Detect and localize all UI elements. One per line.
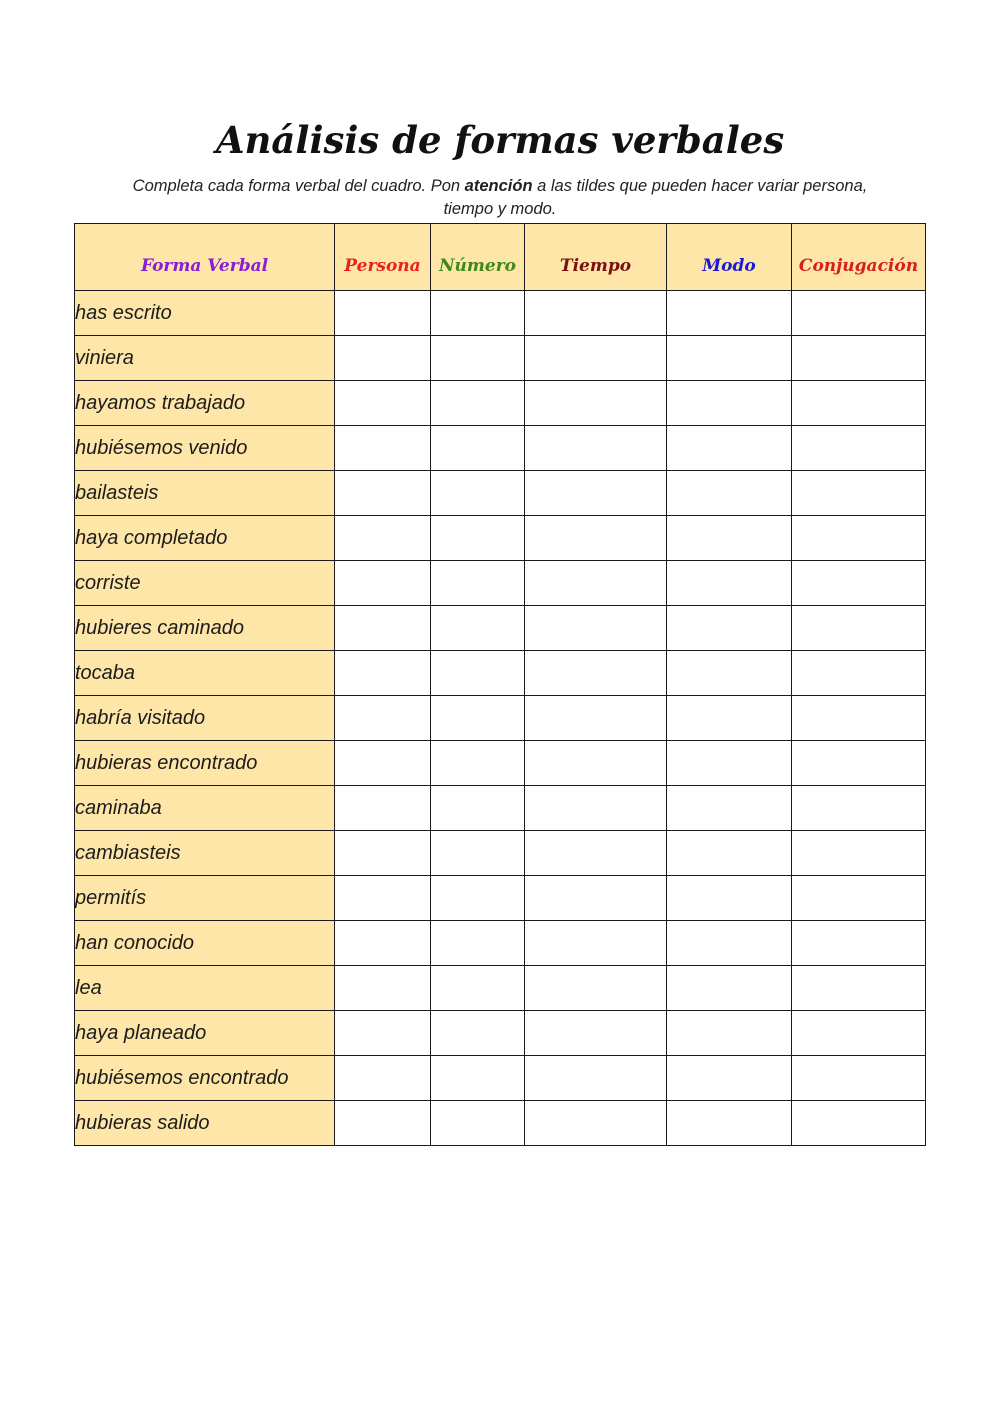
numero-answer-cell[interactable] <box>431 1101 525 1146</box>
conjugacion-answer-cell[interactable] <box>792 381 926 426</box>
persona-answer-cell[interactable] <box>335 561 431 606</box>
modo-answer-cell[interactable] <box>667 786 792 831</box>
conjugacion-answer-cell[interactable] <box>792 336 926 381</box>
header-row <box>75 224 926 291</box>
conjugacion-answer-cell[interactable] <box>792 651 926 696</box>
conjugacion-answer-cell[interactable] <box>792 876 926 921</box>
conjugacion-answer-cell[interactable] <box>792 921 926 966</box>
table-row <box>75 291 926 336</box>
verb-form-cell: haya planeado <box>75 1011 335 1056</box>
header-forma-verbal: Forma Verbal <box>75 224 335 291</box>
modo-answer-cell[interactable] <box>667 651 792 696</box>
conjugacion-answer-cell[interactable] <box>792 516 926 561</box>
numero-answer-cell[interactable] <box>431 966 525 1011</box>
modo-answer-cell[interactable] <box>667 336 792 381</box>
conjugacion-answer-cell[interactable] <box>792 786 926 831</box>
conjugacion-answer-cell[interactable] <box>792 696 926 741</box>
tiempo-answer-cell[interactable] <box>525 606 667 651</box>
table-row <box>75 336 926 381</box>
verb-form-cell: viniera <box>75 336 335 381</box>
modo-answer-cell[interactable] <box>667 1101 792 1146</box>
tiempo-answer-cell[interactable] <box>525 1011 667 1056</box>
numero-answer-cell[interactable] <box>431 876 525 921</box>
conjugacion-answer-cell[interactable] <box>792 1101 926 1146</box>
persona-answer-cell[interactable] <box>335 921 431 966</box>
numero-answer-cell[interactable] <box>431 606 525 651</box>
table-row <box>75 561 926 606</box>
instructions-text: Completa cada forma verbal del cuadro. Pon <box>132 177 465 195</box>
tiempo-answer-cell[interactable] <box>525 381 667 426</box>
table-row <box>75 831 926 876</box>
verb-form-cell: tocaba <box>75 651 335 696</box>
table-row <box>75 606 926 651</box>
verb-form-cell: cambiasteis <box>75 831 335 876</box>
header-tiempo: Tiempo <box>525 224 667 291</box>
verb-form-cell: corriste <box>75 561 335 606</box>
header-modo: Modo <box>667 224 792 291</box>
numero-answer-cell[interactable] <box>431 336 525 381</box>
verb-form-cell: hubiésemos encontrado <box>75 1056 335 1101</box>
table-row <box>75 966 926 1011</box>
modo-answer-cell[interactable] <box>667 696 792 741</box>
conjugacion-answer-cell[interactable] <box>792 1056 926 1101</box>
modo-answer-cell[interactable] <box>667 1011 792 1056</box>
verb-form-cell: hubieras salido <box>75 1101 335 1146</box>
conjugacion-answer-cell[interactable] <box>792 606 926 651</box>
table-row <box>75 696 926 741</box>
table-row <box>75 786 926 831</box>
persona-answer-cell[interactable] <box>335 471 431 516</box>
verb-form-cell: hubieras encontrado <box>75 741 335 786</box>
modo-answer-cell[interactable] <box>667 516 792 561</box>
tiempo-answer-cell[interactable] <box>525 966 667 1011</box>
persona-answer-cell[interactable] <box>335 516 431 561</box>
verb-form-cell: habría visitado <box>75 696 335 741</box>
tiempo-answer-cell[interactable] <box>525 831 667 876</box>
persona-answer-cell[interactable] <box>335 966 431 1011</box>
tiempo-answer-cell[interactable] <box>525 561 667 606</box>
modo-answer-cell[interactable] <box>667 966 792 1011</box>
conjugacion-answer-cell[interactable] <box>792 561 926 606</box>
verb-form-cell: caminaba <box>75 786 335 831</box>
table-row <box>75 381 926 426</box>
tiempo-answer-cell[interactable] <box>525 291 667 336</box>
tiempo-answer-cell[interactable] <box>525 1056 667 1101</box>
numero-answer-cell[interactable] <box>431 831 525 876</box>
verb-form-cell: hayamos trabajado <box>75 381 335 426</box>
persona-answer-cell[interactable] <box>335 381 431 426</box>
modo-answer-cell[interactable] <box>667 1056 792 1101</box>
tiempo-answer-cell[interactable] <box>525 651 667 696</box>
numero-answer-cell[interactable] <box>431 426 525 471</box>
numero-answer-cell[interactable] <box>431 696 525 741</box>
page-title: Análisis de formas verbales <box>215 118 785 162</box>
table-row <box>75 651 926 696</box>
verb-form-cell: haya completado <box>75 516 335 561</box>
header-conjugacion: Conjugación <box>792 224 926 291</box>
instructions <box>110 175 890 221</box>
modo-answer-cell[interactable] <box>667 606 792 651</box>
table-row <box>75 1056 926 1101</box>
conjugacion-answer-cell[interactable] <box>792 471 926 516</box>
conjugacion-answer-cell[interactable] <box>792 426 926 471</box>
modo-answer-cell[interactable] <box>667 741 792 786</box>
table-row <box>75 741 926 786</box>
conjugacion-answer-cell[interactable] <box>792 1011 926 1056</box>
modo-answer-cell[interactable] <box>667 381 792 426</box>
verb-form-cell: lea <box>75 966 335 1011</box>
table-row <box>75 1101 926 1146</box>
tiempo-answer-cell[interactable] <box>525 471 667 516</box>
conjugacion-answer-cell[interactable] <box>792 831 926 876</box>
modo-answer-cell[interactable] <box>667 876 792 921</box>
persona-answer-cell[interactable] <box>335 426 431 471</box>
numero-answer-cell[interactable] <box>431 921 525 966</box>
modo-answer-cell[interactable] <box>667 426 792 471</box>
verb-form-cell: permitís <box>75 876 335 921</box>
modo-answer-cell[interactable] <box>667 561 792 606</box>
persona-answer-cell[interactable] <box>335 1101 431 1146</box>
tiempo-answer-cell[interactable] <box>525 426 667 471</box>
conjugacion-answer-cell[interactable] <box>792 741 926 786</box>
table-row <box>75 471 926 516</box>
tiempo-answer-cell[interactable] <box>525 1101 667 1146</box>
header-numero: Número <box>431 224 525 291</box>
persona-answer-cell[interactable] <box>335 1011 431 1056</box>
tiempo-answer-cell[interactable] <box>525 696 667 741</box>
modo-answer-cell[interactable] <box>667 921 792 966</box>
persona-answer-cell[interactable] <box>335 1056 431 1101</box>
numero-answer-cell[interactable] <box>431 291 525 336</box>
tiempo-answer-cell[interactable] <box>525 741 667 786</box>
modo-answer-cell[interactable] <box>667 471 792 516</box>
table-row <box>75 921 926 966</box>
numero-answer-cell[interactable] <box>431 786 525 831</box>
tiempo-answer-cell[interactable] <box>525 786 667 831</box>
verb-form-cell: hubieres caminado <box>75 606 335 651</box>
table-row <box>75 1011 926 1056</box>
verb-form-cell: bailasteis <box>75 471 335 516</box>
persona-answer-cell[interactable] <box>335 876 431 921</box>
persona-answer-cell[interactable] <box>335 651 431 696</box>
numero-answer-cell[interactable] <box>431 1056 525 1101</box>
numero-answer-cell[interactable] <box>431 381 525 426</box>
table-row <box>75 516 926 561</box>
tiempo-answer-cell[interactable] <box>525 336 667 381</box>
persona-answer-cell[interactable] <box>335 831 431 876</box>
numero-answer-cell[interactable] <box>431 1011 525 1056</box>
modo-answer-cell[interactable] <box>667 831 792 876</box>
tiempo-answer-cell[interactable] <box>525 516 667 561</box>
instructions-emphasis: atención <box>464 177 533 195</box>
modo-answer-cell[interactable] <box>667 291 792 336</box>
table-row <box>75 876 926 921</box>
conjugacion-answer-cell[interactable] <box>792 966 926 1011</box>
numero-answer-cell[interactable] <box>431 516 525 561</box>
tiempo-answer-cell[interactable] <box>525 921 667 966</box>
persona-answer-cell[interactable] <box>335 336 431 381</box>
verb-analysis-table <box>74 223 926 1146</box>
verb-form-cell: has escrito <box>75 291 335 336</box>
persona-answer-cell[interactable] <box>335 786 431 831</box>
tiempo-answer-cell[interactable] <box>525 876 667 921</box>
instructions-text-end: a las tildes que pueden hacer variar persona, tiempo y modo. <box>443 177 868 218</box>
table-row <box>75 426 926 471</box>
header-persona: Persona <box>335 224 431 291</box>
persona-answer-cell[interactable] <box>335 696 431 741</box>
verb-form-cell: hubiésemos venido <box>75 426 335 471</box>
numero-answer-cell[interactable] <box>431 651 525 696</box>
table-body <box>75 291 926 1146</box>
persona-answer-cell[interactable] <box>335 291 431 336</box>
persona-answer-cell[interactable] <box>335 606 431 651</box>
conjugacion-answer-cell[interactable] <box>792 291 926 336</box>
numero-answer-cell[interactable] <box>431 741 525 786</box>
numero-answer-cell[interactable] <box>431 561 525 606</box>
numero-answer-cell[interactable] <box>431 471 525 516</box>
verb-form-cell: han conocido <box>75 921 335 966</box>
persona-answer-cell[interactable] <box>335 741 431 786</box>
